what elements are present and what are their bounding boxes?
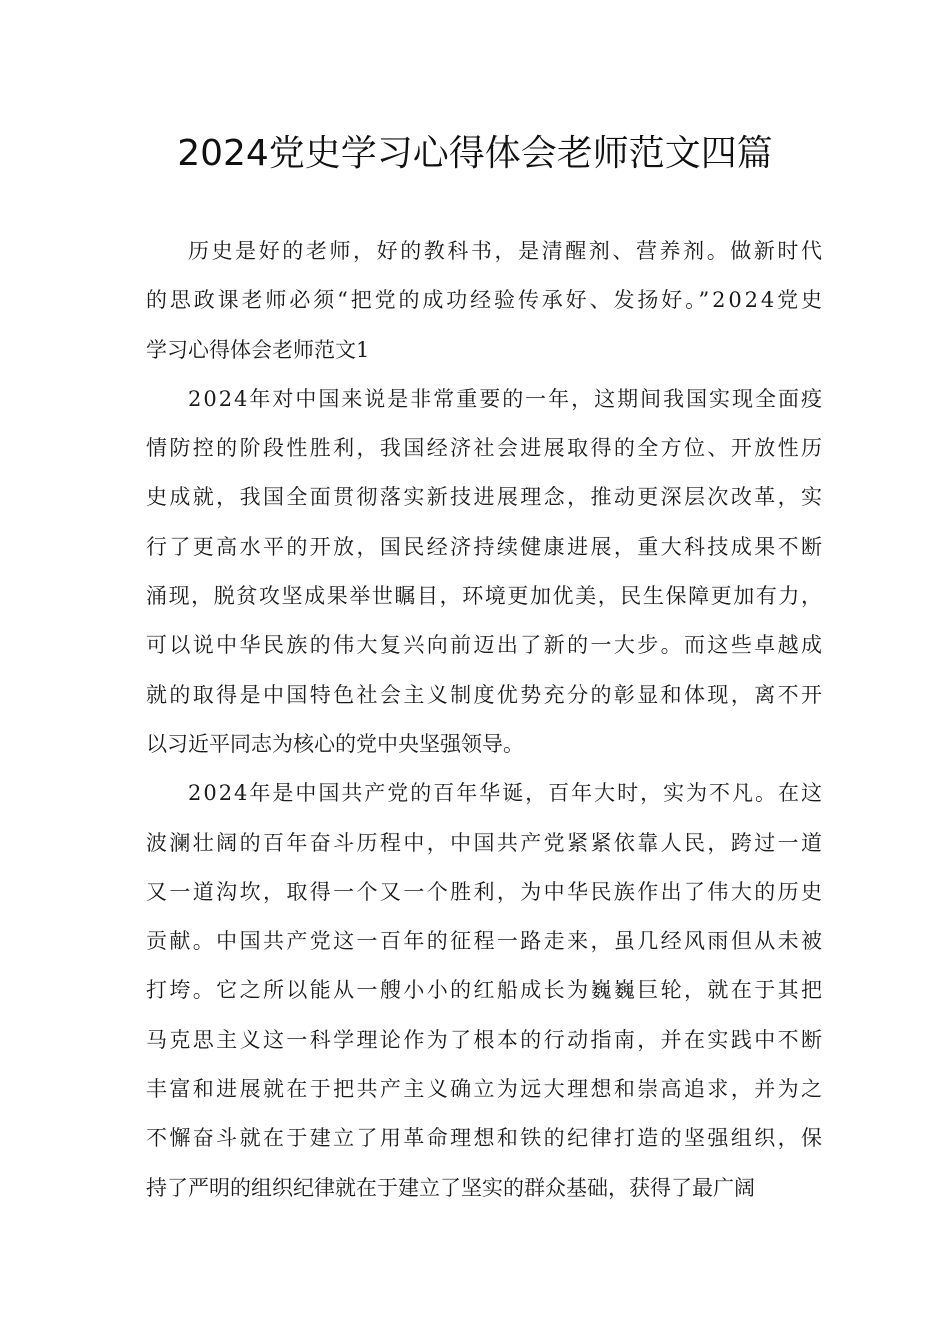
text-line: 涌现，脱贫攻坚成果举世瞩目，环境更加优美，民生保障更加有力， xyxy=(146,584,824,609)
text-line: 行了更高水平的开放，国民经济持续健康进展，重大科技成果不断 xyxy=(146,534,825,559)
text-line: 情防控的阶段性胜利，我国经济社会进展取得的全方位、开放性历 xyxy=(146,436,825,461)
text-line: 的思政课老师必须“把党的成功经验传承好、发扬好。”2024党史 xyxy=(146,288,825,313)
text-line: 不懈奋斗就在于建立了用革命理想和铁的纪律打造的坚强组织，保 xyxy=(146,1126,825,1151)
text-line: 贡献。中国共产党这一百年的征程一路走来，虽几经风雨但从未被 xyxy=(146,929,825,954)
text-line: 学习心得体会老师范文1 xyxy=(146,337,370,362)
text-line: 丰富和进展就在于把共产主义确立为远大理想和崇高追求，并为之 xyxy=(146,1077,825,1102)
text-line: 就的取得是中国特色社会主义制度优势充分的彰显和体现，离不开 xyxy=(146,682,825,707)
text-line: 历史是好的老师，好的教科书，是清醒剂、营养剂。做新时代 xyxy=(188,239,825,263)
document-title: 2024党史学习心得体会老师范文四篇 xyxy=(177,133,773,174)
paragraph-achievements xyxy=(146,375,825,769)
text-line: 2024年是中国共产党的百年华诞，百年大时，实为不凡。在这 xyxy=(188,781,824,806)
text-line: 又一道沟坎，取得一个又一个胜利，为中华民族作出了伟大的历史 xyxy=(146,879,825,904)
text-line: 打垮。它之所以能从一艘小小的红船成长为巍巍巨轮，就在于其把 xyxy=(146,978,825,1003)
text-line: 持了严明的组织纪律就在于建立了坚实的群众基础，获得了最广阔 xyxy=(146,1175,755,1200)
text-line: 2024年对中国来说是非常重要的一年，这期间我国实现全面疫 xyxy=(188,386,824,411)
paragraph-intro xyxy=(146,227,825,375)
paragraph-centenary xyxy=(146,769,825,1213)
text-line: 可以说中华民族的伟大复兴向前迈出了新的一大步。而这些卓越成 xyxy=(146,633,825,658)
text-line: 波澜壮阔的百年奋斗历程中，中国共产党紧紧依靠人民，跨过一道 xyxy=(146,830,825,855)
document-body xyxy=(146,227,825,1213)
text-line: 马克思主义这一科学理论作为了根本的行动指南，并在实践中不断 xyxy=(146,1027,825,1052)
text-line: 史成就，我国全面贯彻落实新技进展理念，推动更深层次改革，实 xyxy=(146,485,825,510)
text-line: 以习近平同志为核心的党中央坚强领导。 xyxy=(146,731,524,756)
